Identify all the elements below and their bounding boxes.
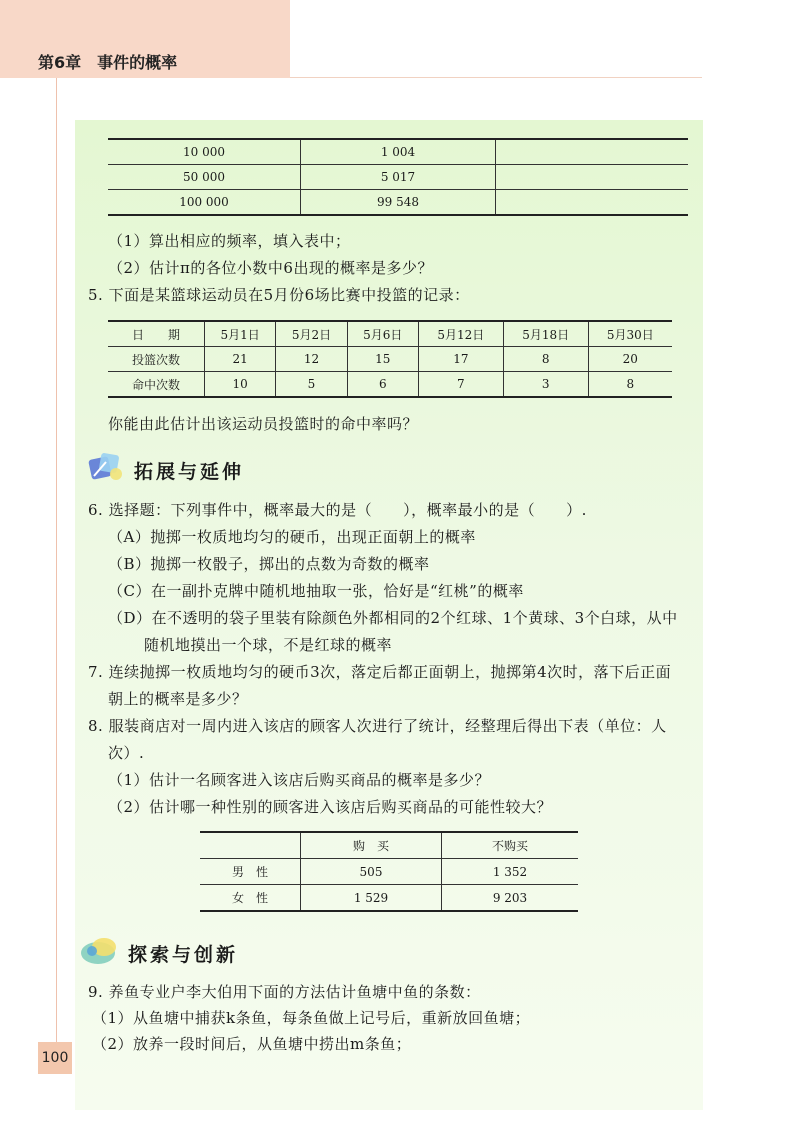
table-header-cell: 不购买 [442, 832, 579, 859]
section-extend-icon [86, 450, 128, 486]
table-row [108, 347, 672, 372]
q4-sub1: （1）算出相应的频率，填入表中； [108, 232, 351, 250]
q5-stem: 5. 下面是某篮球运动员在5月份6场比赛中投篮的记录： [88, 286, 470, 304]
q9-sub1: （1）从鱼塘中捕获k条鱼，每条鱼做上记号后，重新放回鱼塘； [92, 1009, 531, 1027]
table-cell: 8 [588, 372, 672, 398]
table-header-cell: 5月18日 [503, 321, 588, 347]
table-header-row [108, 321, 672, 347]
table-cell: 10 [205, 372, 276, 398]
table-row [108, 165, 688, 190]
table-cell: 6 [347, 372, 418, 398]
q8-sub2: （2）估计哪一种性别的顾客进入该店后购买商品的可能性较大？ [108, 798, 553, 816]
q5-question: 你能由此估计出该运动员投篮时的命中率吗？ [108, 415, 419, 433]
table-cell: 100 000 [108, 190, 301, 216]
left-margin-rule [56, 78, 57, 1046]
header-rule [290, 77, 702, 78]
table-cell: 3 [503, 372, 588, 398]
table-cell: 21 [205, 347, 276, 372]
table-cell: 女 性 [200, 885, 301, 912]
table-cell: 20 [588, 347, 672, 372]
chapter-title: 第6章 事件的概率 [38, 53, 178, 72]
table-row [108, 190, 688, 216]
table-cell: 命中次数 [108, 372, 205, 398]
pi-digit-table [108, 138, 688, 216]
q4-sub2: （2）估计π的各位小数中6出现的概率是多少？ [108, 259, 433, 277]
table-cell: 10 000 [108, 139, 301, 165]
table-cell: 1 352 [442, 859, 579, 885]
table-row [200, 885, 578, 912]
q6-option-d-line1: （D）在不透明的袋子里装有除颜色外都相同的2个红球、1个黄球、3个白球，从中 [108, 609, 678, 627]
q9-sub2: （2）放养一段时间后，从鱼塘中捞出m条鱼； [92, 1035, 412, 1053]
table-header-cell: 5月30日 [588, 321, 672, 347]
table-cell: 50 000 [108, 165, 301, 190]
table-cell [496, 165, 689, 190]
table-cell: 1 004 [301, 139, 496, 165]
q8-line2: 次）. [108, 744, 145, 762]
q7-line2: 朝上的概率是多少？ [108, 690, 248, 708]
table-row [200, 859, 578, 885]
table-cell: 5 017 [301, 165, 496, 190]
table-cell: 15 [347, 347, 418, 372]
q9-stem: 9. 养鱼专业户李大伯用下面的方法估计鱼塘中鱼的条数： [88, 983, 481, 1001]
q8-line1: 8. 服装商店对一周内进入该店的顾客人次进行了统计，经整理后得出下表（单位：人 [88, 717, 667, 735]
section-explore-title: 探索与创新 [128, 944, 239, 966]
q6-option-d-line2: 随机地摸出一个球，不是红球的概率 [144, 636, 393, 654]
table-header-row [200, 832, 578, 859]
table-cell: 男 性 [200, 859, 301, 885]
table-cell: 1 529 [301, 885, 442, 912]
table-cell [496, 190, 689, 216]
table-header-cell: 5月6日 [347, 321, 418, 347]
table-cell: 17 [418, 347, 503, 372]
table-cell [496, 139, 689, 165]
table-cell: 8 [503, 347, 588, 372]
table-cell: 9 203 [442, 885, 579, 912]
q6-option-c: （C）在一副扑克牌中随机地抽取一张，恰好是“红桃”的概率 [108, 582, 524, 600]
table-row [108, 139, 688, 165]
q6-option-a: （A）抛掷一枚质地均匀的硬币，出现正面朝上的概率 [108, 528, 476, 546]
table-header-cell [200, 832, 301, 859]
basketball-table [108, 320, 672, 398]
page-number: 100 [38, 1042, 72, 1074]
q6-option-b: （B）抛掷一枚骰子，掷出的点数为奇数的概率 [108, 555, 430, 573]
table-header-cell: 5月1日 [205, 321, 276, 347]
table-cell: 99 548 [301, 190, 496, 216]
table-header-cell: 5月2日 [276, 321, 347, 347]
q8-sub1: （1）估计一名顾客进入该店后购买商品的概率是多少？ [108, 771, 491, 789]
table-cell: 12 [276, 347, 347, 372]
table-header-cell: 日 期 [108, 321, 205, 347]
table-cell: 5 [276, 372, 347, 398]
table-header-cell: 购 买 [301, 832, 442, 859]
q7-line1: 7. 连续抛掷一枚质地均匀的硬币3次，落定后都正面朝上，抛掷第4次时，落下后正面 [88, 663, 672, 681]
q6-stem: 6. 选择题：下列事件中，概率最大的是（ ），概率最小的是（ ）. [88, 501, 587, 519]
table-row [108, 372, 672, 398]
customer-table [200, 831, 578, 912]
table-cell: 505 [301, 859, 442, 885]
table-cell: 投篮次数 [108, 347, 205, 372]
section-explore-icon [78, 933, 124, 967]
table-header-cell: 5月12日 [418, 321, 503, 347]
table-cell: 7 [418, 372, 503, 398]
section-extend-title: 拓展与延伸 [134, 461, 245, 483]
